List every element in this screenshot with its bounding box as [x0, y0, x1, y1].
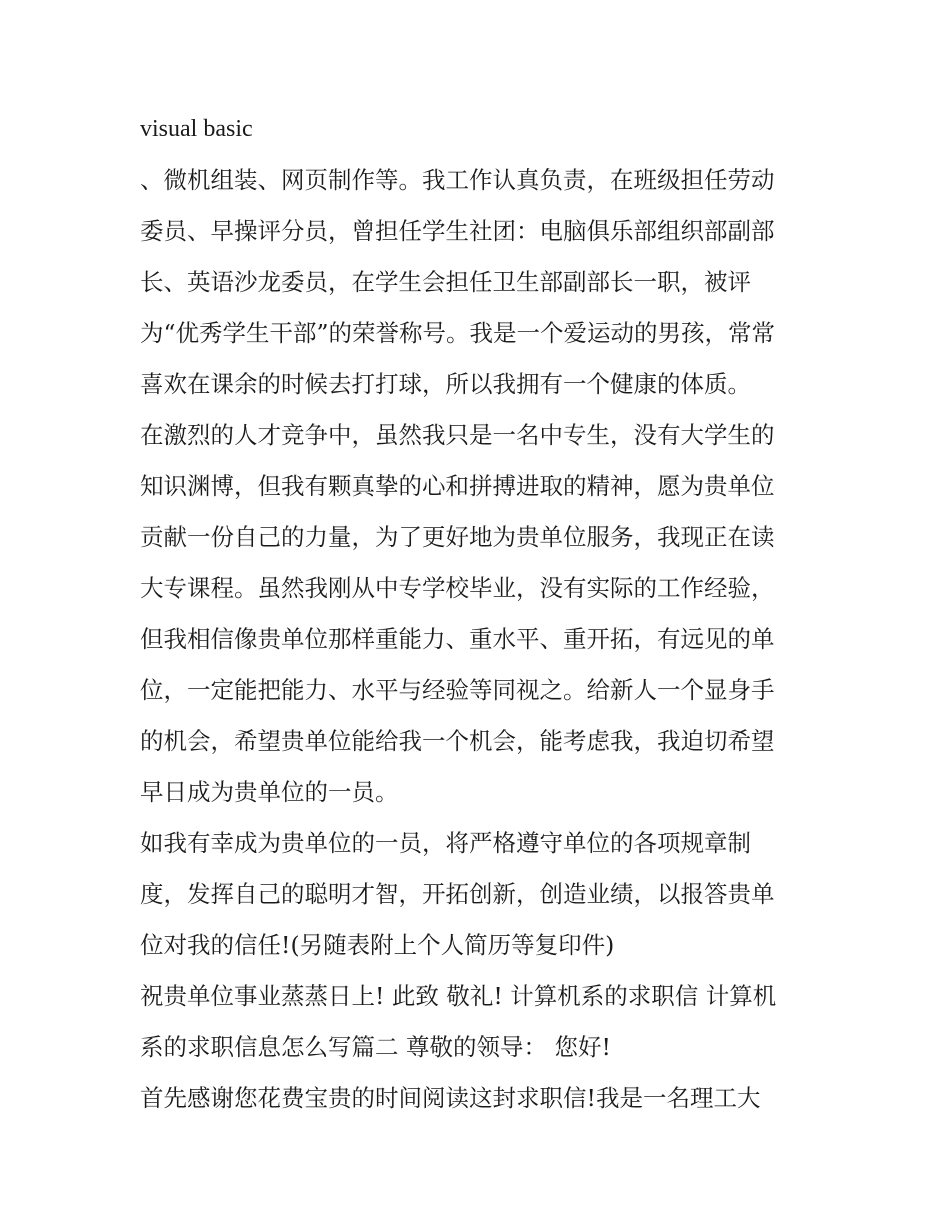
letter-body — [140, 104, 820, 1124]
text-line: 贡献一份自己的力量，为了更好地为贵单位服务，我现正在读 — [140, 523, 775, 551]
text-line: 度，发挥自己的聪明才智，开拓创新，创造业绩，以报答贵单 — [140, 880, 775, 908]
text-line: 但我相信像贵单位那样重能力、重水平、重开拓，有远见的单 — [140, 625, 775, 653]
text-line: 的机会，希望贵单位能给我一个机会，能考虑我，我迫切希望 — [140, 727, 775, 755]
text-line: 知识渊博，但我有颗真挚的心和拼搏进取的精神，愿为贵单位 — [140, 472, 775, 500]
text-line: 系的求职信息怎么写篇二 尊敬的领导： 您好! — [140, 1033, 611, 1061]
text-line: 如我有幸成为贵单位的一员，将严格遵守单位的各项规章制 — [140, 829, 751, 857]
text-line: 祝贵单位事业蒸蒸日上! 此致 敬礼! 计算机系的求职信 计算机 — [140, 982, 777, 1010]
text-line: 大专课程。虽然我刚从中专学校毕业，没有实际的工作经验， — [140, 574, 775, 602]
text-line: 在激烈的人才竞争中，虽然我只是一名中专生，没有大学生的 — [140, 421, 775, 449]
text-line: 喜欢在课余的时候去打打球，所以我拥有一个健康的体质。 — [140, 370, 751, 398]
text-line: 位，一定能把能力、水平与经验等同视之。给新人一个显身手 — [140, 676, 775, 704]
text-line: 、微机组装、网页制作等。我工作认真负责，在班级担任劳动 — [140, 166, 775, 194]
text-line: 委员、早操评分员，曾担任学生社团：电脑俱乐部组织部副部 — [140, 217, 775, 245]
text-line: 长、英语沙龙委员，在学生会担任卫生部副部长一职，被评 — [140, 268, 751, 296]
text-line: 早日成为贵单位的一员。 — [140, 778, 399, 806]
text-line: 位对我的信任!(另随表附上个人简历等复印件) — [140, 931, 615, 959]
text-line: 为“优秀学生干部”的荣誉称号。我是一个爱运动的男孩，常常 — [140, 319, 776, 347]
text-line: 首先感谢您花费宝贵的时间阅读这封求职信!我是一名理工大 — [140, 1084, 761, 1112]
text-line: visual basic — [140, 116, 253, 142]
